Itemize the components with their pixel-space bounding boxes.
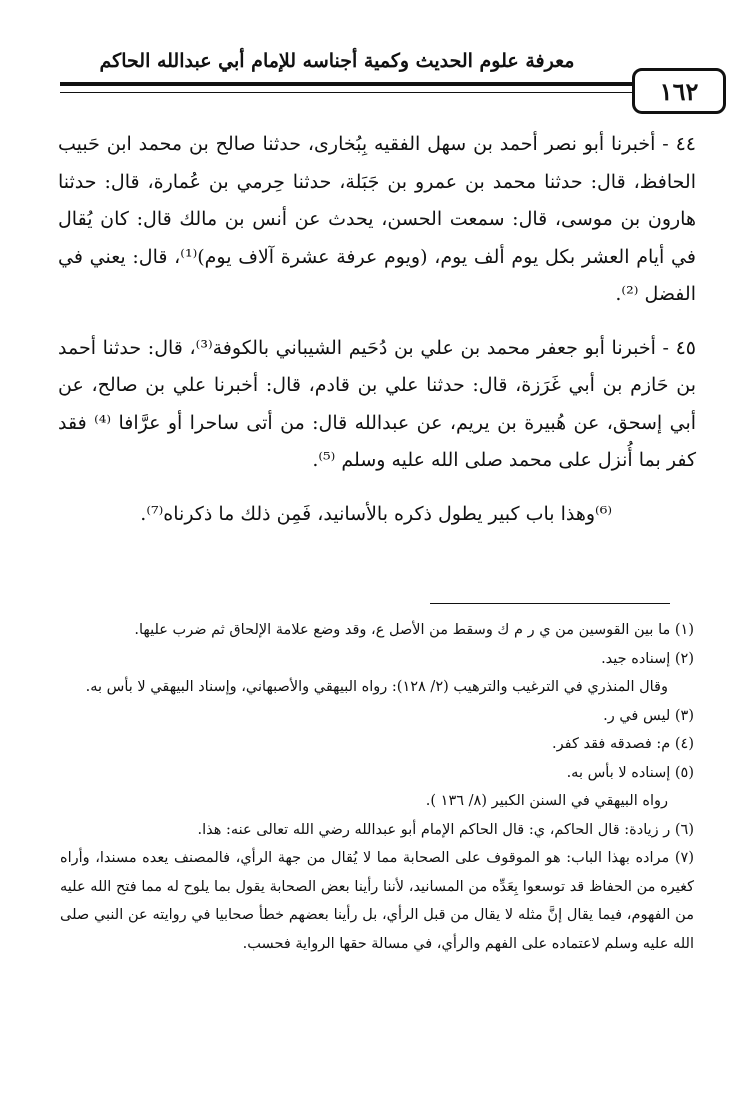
footnote-4: (٤) م: فصدقه فقد كفر.: [552, 736, 694, 752]
running-header-title: معرفة علوم الحديث وكمية أجناسه للإمام أبي عبدالله الحاكم: [99, 50, 575, 72]
footnote-3: (٣) ليس في ر.: [603, 707, 694, 724]
closing-sentence: ⁽⁶⁾وهذا باب كبير يطول ذكره بالأسانيد، فَمِن ذلك ما ذكرناه⁽⁷⁾.: [140, 502, 612, 525]
hadith-45-paragraph: ٤٥ - أخبرنا أبو جعفر محمد بن علي بن دُحَيم الشيباني بالكوفة⁽³⁾، قال: حدثنا أحمد بن حَازم بن أبي غَرَزة، قال: حدثنا علي بن قادم، قال: أخبرنا علي بن صالح، عن أبي إسحق، عن هُبيرة بن يريم، عن عبدالله قال: من أتى ساحرا أو عرَّافا ⁽⁴⁾ فقد كفر بما أُنزل على محمد صلى الله عليه وسلم ⁽⁵⁾.: [58, 336, 697, 471]
footnote-5: (٥) إسناده لا بأس به.: [566, 764, 694, 781]
footnote-separator: [430, 603, 670, 604]
footnote-7: (٧) مراده بهذا الباب: هو الموقوف على الصحابة مما لا يُقال من جهة الرأي، فالمصنف يعده مسندا، وأراه كغيره من الحفاظ قد توسعوا بِعَدِّه من المسانيد، لأننا رأينا بعض الصحابة يقول بما يلوح له مما فتح الله عليه من الفهوم، فيما يقال إنَّ مثله لا يقال من قبل الرأي، بل رأينا بعضهم خطأ صحابيا في روايته عن النبي صلى الله عليه وسلم لاعتماده على الفهم والرأي، في مسالة حقها الرواية فحسب.: [60, 850, 694, 952]
header-rule: [60, 82, 638, 86]
footnote-2: (٢) إسناده جيد.: [601, 650, 694, 667]
footnotes: [60, 616, 694, 958]
footnote-6: (٦) ر زيادة: قال الحاكم، ي: قال الحاكم الإمام أبو عبدالله رضي الله تعالى عنه: هذا.: [197, 821, 694, 838]
footnote-2-continuation: وقال المنذري في الترغيب والترهيب (٢/ ١٢٨): رواه البيهقي والأصبهاني، وإسناد البيهقي لا بأس به.: [85, 679, 668, 695]
footnote-1: (١) ما بين القوسين من ي ر م ك وسقط من الأصل ع، وقد وضع علامة الإلحاق ثم ضرب عليها.: [134, 622, 694, 638]
main-text: [58, 126, 696, 533]
hadith-44-paragraph: ٤٤ - أخبرنا أبو نصر أحمد بن سهل الفقيه بِبُخارى، حدثنا صالح بن محمد ابن حَبيب الحافظ، قال: حدثنا محمد بن عمرو بن جَبَلة، حدثنا حِرمي بن عُمارة، قال: حدثنا هارون بن موسى، قال: سمعت الحسن، يحدث عن أنس بن مالك قال: كان يُقال في أيام العشر بكل يوم ألف يوم، (ويوم عرفة عشرة آلاف يوم)⁽¹⁾، قال: يعني في الفضل ⁽²⁾.: [58, 133, 696, 305]
footnote-5-continuation: رواه البيهقي في السنن الكبير (٨/ ١٣٦ ).: [425, 793, 668, 809]
page-number: ١٦٢: [632, 68, 726, 114]
header-rule-thin: [60, 92, 638, 93]
